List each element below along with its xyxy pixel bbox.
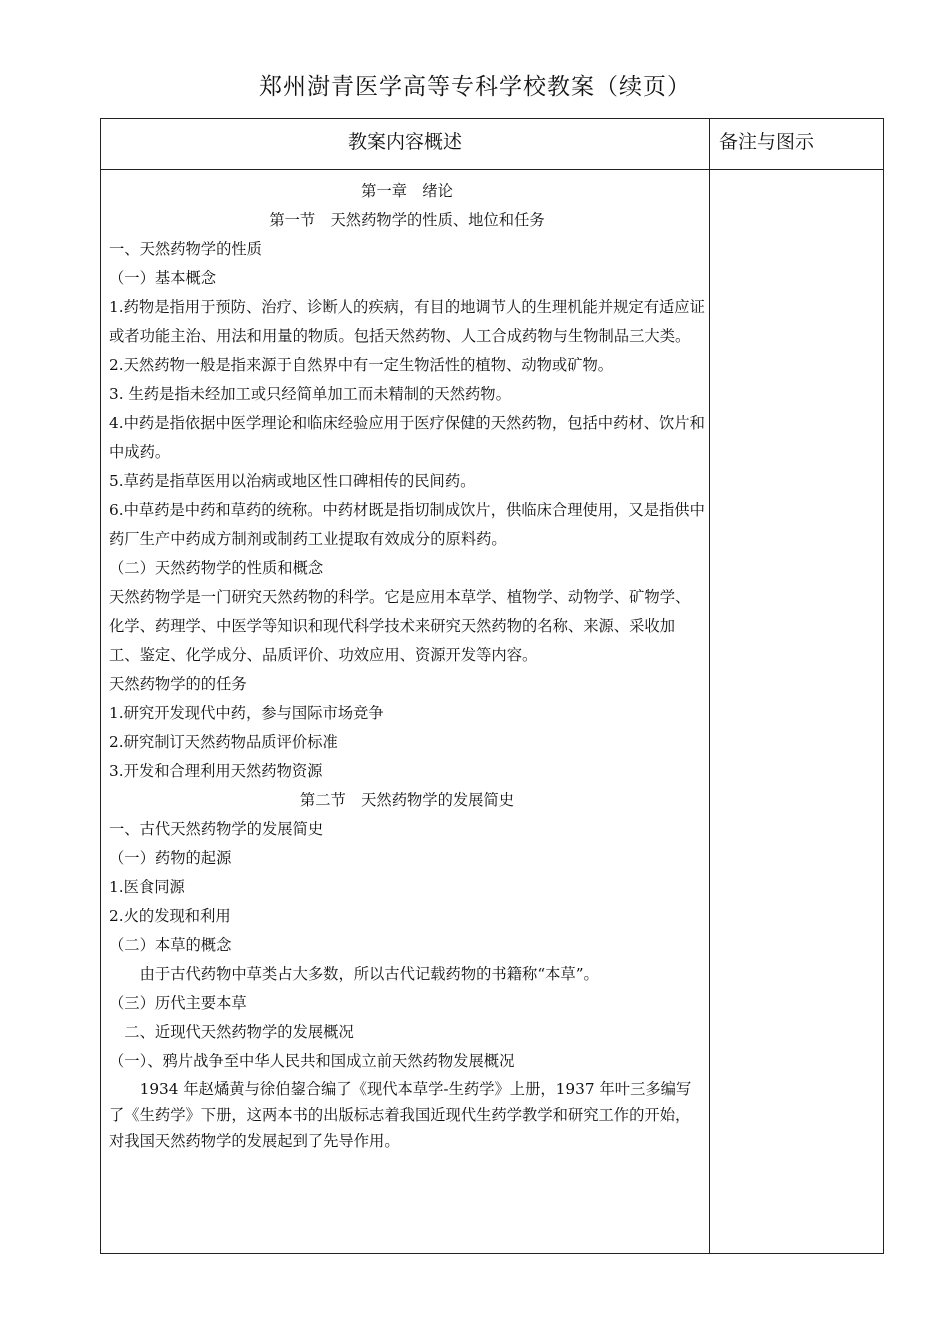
paragraph-1934-history: 1934 年赵燏黄与徐伯鋆合编了《现代本草学-生药学》上册，1937 年叶三多编写了《生药学》下册，这两本书的出版标志着我国近现代生药学教学和研究工作的开始，对我国天然药物学的发展起到了先导作用。: [109, 1080, 692, 1150]
paragraph-discipline-definition: 天然药物学是一门研究天然药物的科学。它是应用本草学、植物学、动物学、矿物学、化学、药理学、中医学等知识和现代科学技术来研究天然药物的名称、来源、采收加工、鉴定、化学成分、品质评价、功效应用、资源开发等内容。: [109, 588, 691, 664]
list-item-origin-2: 2.火的发现和利用: [109, 907, 231, 925]
paragraph-bencao: 由于古代药物中草类占大多数，所以古代记载药物的书籍称“本草”。: [139, 965, 599, 983]
subheading-origin: （一）药物的起源: [109, 849, 232, 867]
subheading-pre-1949: （一）、鸦片战争至中华人民共和国成立前天然药物发展概况: [109, 1052, 515, 1070]
section-heading-2: 第二节 天然药物学的发展简史: [299, 791, 515, 809]
paragraph-tcm: 4.中药是指依据中医学理论和临床经验应用于医疗保健的天然药物，包括中药材、饮片和中成药。: [109, 414, 705, 461]
subheading-major-bencao: （三）历代主要本草: [109, 994, 247, 1012]
subheading-tasks: 天然药物学的的任务: [109, 675, 247, 693]
lesson-table: [100, 118, 884, 1254]
paragraph-herbal-medicine: 5.草药是指草医用以治病或地区性口碑相传的民间药。: [109, 472, 476, 490]
subheading-ancient-history: 一、古代天然药物学的发展简史: [109, 820, 324, 838]
header-content-summary: 教案内容概述: [347, 131, 462, 153]
header-notes-figures: 备注与图示: [719, 131, 815, 153]
section-heading-1: 第一节 天然药物学的性质、地位和任务: [269, 211, 545, 229]
paragraph-chinese-herbal: 6.中草药是中药和草药的统称。中药材既是指切制成饮片，供临床合理使用，又是指供中药厂生产中药成方制剂或制药工业提取有效成分的原料药。: [109, 501, 705, 548]
header-divider: [101, 169, 883, 170]
subheading-nature-concept: （二）天然药物学的性质和概念: [109, 559, 324, 577]
column-divider: [709, 119, 710, 1253]
list-item-task-2: 2.研究制订天然药物品质评价标准: [109, 733, 338, 751]
list-item-origin-1: 1.医食同源: [109, 878, 185, 896]
lesson-content: [109, 177, 705, 1154]
paragraph-crude-drug: 3. 生药是指未经加工或只经简单加工而未精制的天然药物。: [109, 385, 511, 403]
chapter-heading: 第一章 绪论: [361, 182, 453, 200]
subheading-nature: 一、天然药物学的性质: [109, 240, 262, 258]
paragraph-natural-drug: 2.天然药物一般是指来源于自然界中有一定生物活性的植物、动物或矿物。: [109, 356, 614, 374]
list-item-task-1: 1.研究开发现代中药，参与国际市场竞争: [109, 704, 384, 722]
paragraph-drug-definition: 1.药物是指用于预防、治疗、诊断人的疾病，有目的地调节人的生理机能并规定有适应证或者功能主治、用法和用量的物质。包括天然药物、人工合成药物与生物制品三大类。: [109, 298, 705, 345]
subheading-basic-concepts: （一）基本概念: [109, 269, 217, 287]
page-title: 郑州澍青医学高等专科学校教案（续页）: [259, 74, 691, 100]
list-item-task-3: 3.开发和合理利用天然药物资源: [109, 762, 323, 780]
subheading-bencao-concept: （二）本草的概念: [109, 936, 232, 954]
subheading-modern-history: 二、近现代天然药物学的发展概况: [124, 1023, 354, 1041]
